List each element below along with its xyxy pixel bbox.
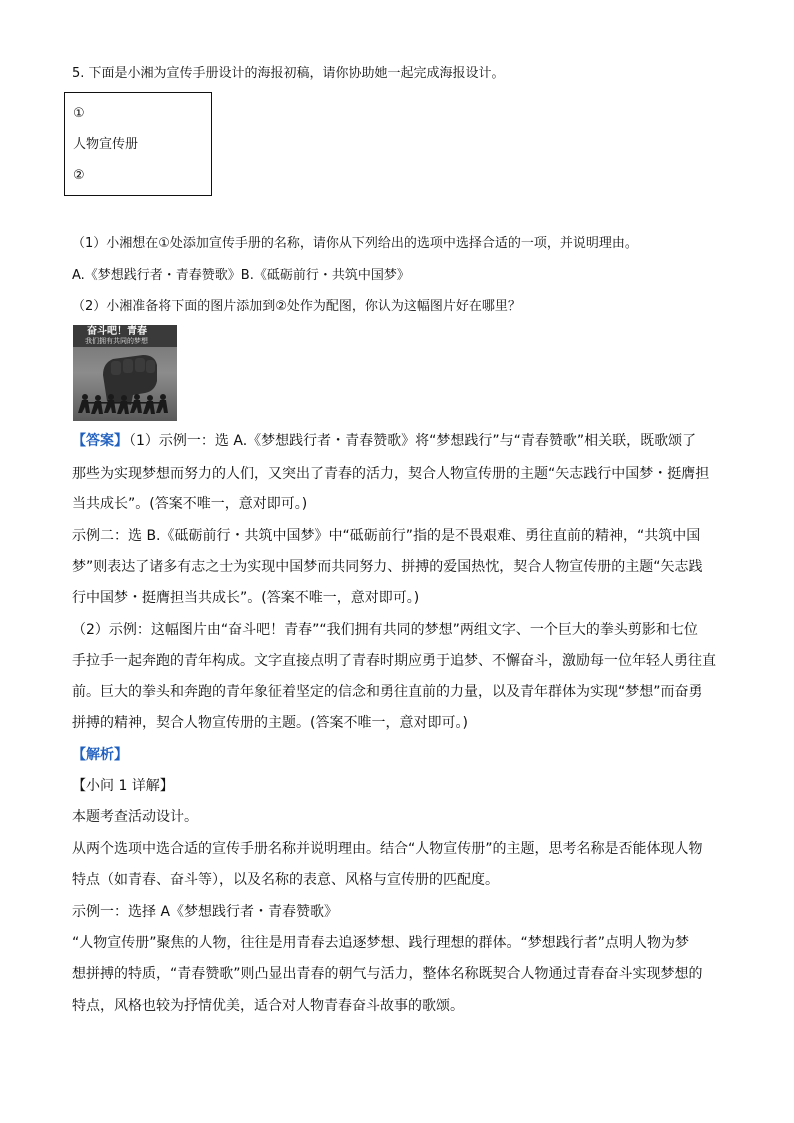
answer-line: 前。巨大的拳头和奔跑的青年象征着坚定的信念和勇往直前的力量，以及青年群体为实现“梦想”而奋勇 (72, 684, 703, 700)
youth-poster-image (73, 325, 177, 421)
analysis-label: 【解析】 (72, 747, 128, 763)
analysis-line: 示例一：选择 A《梦想践行者・青春赞歌》 (72, 904, 339, 920)
analysis-line: 想拼搏的特质，“青春赞歌”则凸显出青春的朝气与活力，整体名称既契合人物通过青春奋斗实现梦想的 (72, 966, 703, 982)
answer-line: （1）示例一：选 A.《梦想践行者・青春赞歌》将“梦想践行”与“青春赞歌”相关联，既歌颂了 (122, 433, 697, 449)
analysis-sub-label: 【小问 1 详解】 (72, 778, 174, 794)
answer-line: 拼搏的精神，契合人物宣传册的主题。(答案不唯一，意对即可。) (72, 715, 468, 731)
poster-headline: 奋斗吧！青春 (87, 326, 147, 337)
answer-line: （2）示例：这幅图片由“奋斗吧！青春”“我们拥有共同的梦想”两组文字、一个巨大的拳头剪影和七位 (72, 622, 698, 638)
analysis-line: “人物宣传册”聚焦的人物，往往是用青春去追逐梦想、践行理想的群体。“梦想践行者”点明人物为梦 (72, 935, 690, 951)
answer-line: 梦”则表达了诸多有志之士为实现中国梦而共同努力、拼搏的爱国热忱，契合人物宣传册的主题“矢志践 (72, 559, 703, 575)
poster-slot-1: ① (73, 106, 85, 121)
analysis-line: 从两个选项中选合适的宣传手册名称并说明理由。结合“人物宣传册”的主题，思考名称是否能体现人物 (72, 841, 703, 857)
analysis-line: 本题考查活动设计。 (72, 809, 198, 825)
poster-draft-box (64, 92, 212, 196)
answer-line: 当共成长”。(答案不唯一，意对即可。) (72, 496, 308, 512)
answer-label: 【答案】 (72, 433, 128, 449)
answer-line: 示例二：选 B.《砥砺前行・共筑中国梦》中“砥砺前行”指的是不畏艰难、勇往直前的精神，“共筑中国 (72, 528, 701, 544)
answer-line: 那些为实现梦想而努力的人们，又突出了青春的活力，契合人物宣传册的主题“矢志践行中国梦・挺膺担 (72, 466, 710, 482)
options-line: A.《梦想践行者・青春赞歌》B.《砥砺前行・共筑中国梦》 (72, 268, 410, 283)
question-title: 5. 下面是小湘为宣传手册设计的海报初稿，请你协助她一起完成海报设计。 (72, 66, 505, 81)
poster-label: 人物宣传册 (73, 137, 139, 152)
answer-line: 行中国梦・挺膺担当共成长”。(答案不唯一，意对即可。) (72, 590, 420, 606)
poster-subline: 我们拥有共同的梦想 (85, 337, 148, 345)
analysis-line: 特点，风格也较为抒情优美，适合对人物青春奋斗故事的歌颂。 (72, 998, 464, 1014)
analysis-line: 特点（如青春、奋斗等），以及名称的表意、风格与宣传册的匹配度。 (72, 872, 499, 888)
sub-question-1: （1）小湘想在①处添加宣传手册的名称，请你从下列给出的选项中选择合适的一项，并说明理由。 (72, 236, 638, 251)
sub-question-2: （2）小湘准备将下面的图片添加到②处作为配图，你认为这幅图片好在哪里？ (72, 299, 521, 314)
poster-slot-2: ② (73, 168, 85, 183)
answer-line: 手拉手一起奔跑的青年构成。文字直接点明了青春时期应勇于追梦、不懈奋斗，激励每一位年轻人勇往直 (72, 653, 716, 669)
